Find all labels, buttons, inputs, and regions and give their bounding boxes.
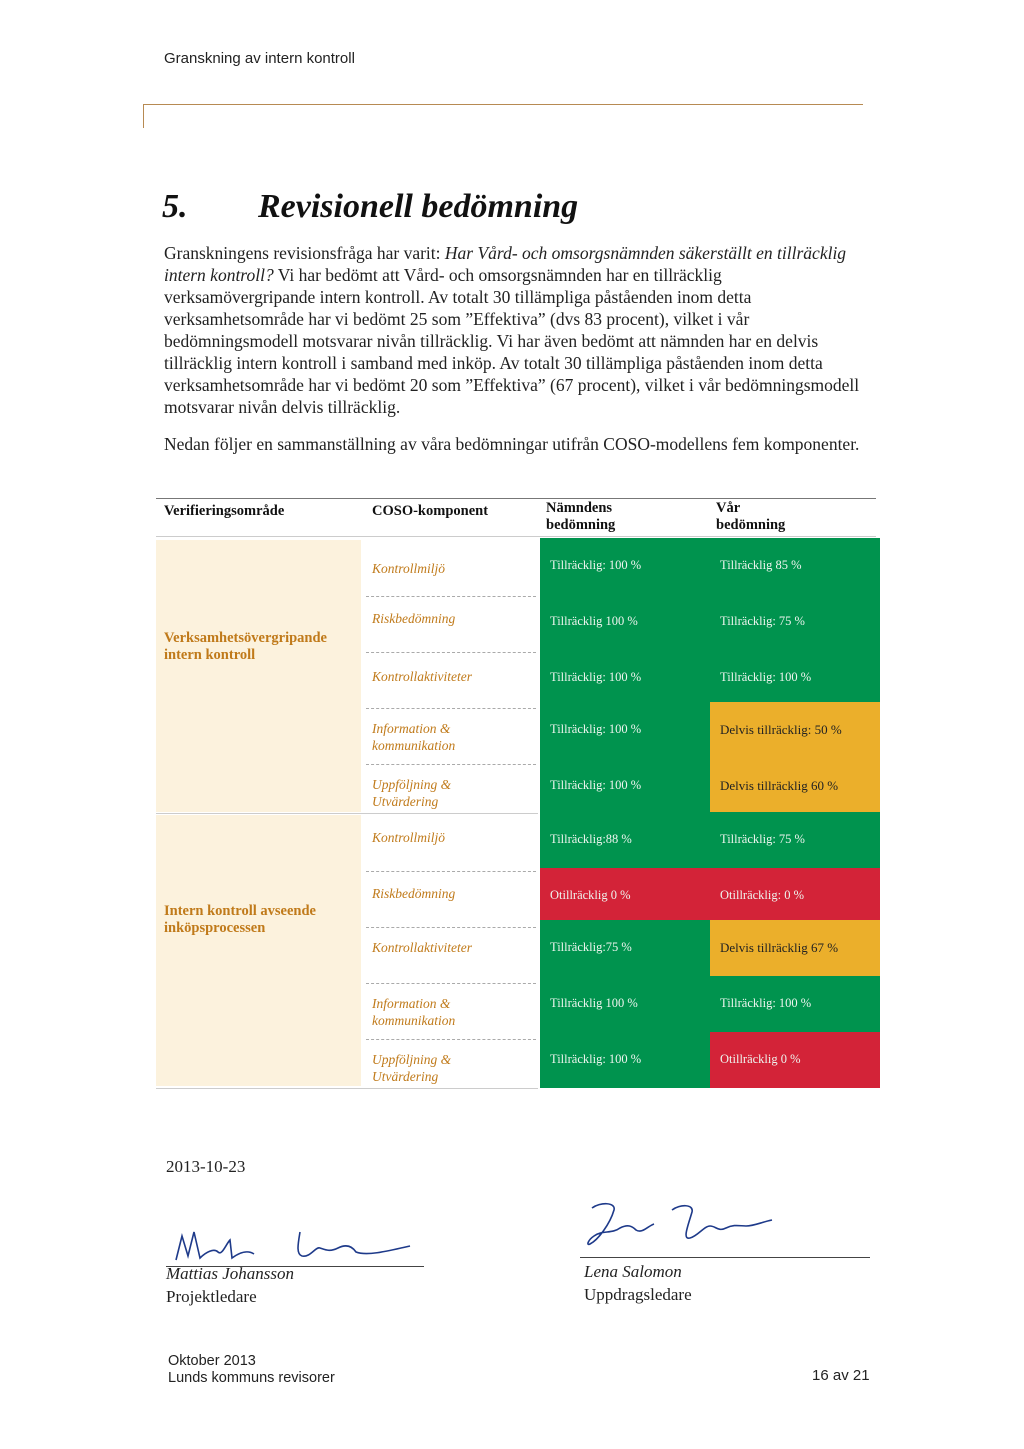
group-label-line1: Intern kontroll avseende: [164, 903, 316, 919]
coso-line1: Kontrollmiljö: [372, 830, 446, 845]
coso-label: [372, 885, 455, 902]
group-label-line2: intern kontroll: [164, 647, 256, 663]
coso-label: [372, 560, 445, 577]
audit-question: Har Vård- och omsorgsnämnden säkerställt en tillräcklig intern kontroll?: [164, 243, 847, 285]
our-assessment-cell: [710, 868, 880, 924]
coso-label: [372, 1051, 451, 1085]
table-top-rule: [156, 498, 876, 499]
board-assessment-cell: [540, 976, 710, 1032]
coso-cell: [366, 983, 536, 1040]
coso-label: [372, 995, 455, 1029]
coso-line2: Utvärdering: [372, 1069, 439, 1084]
paragraph-body: Vi har bedömt att Vård- och omsorgsnämnden har en tillräcklig verksamövergripande intern kontroll. Av totalt 30 tillämpliga påståenden inom detta verksamhetsområde har vi bedömt 25 som ”Effektiva” (dvs 83 procent), vilket i vår bedömningsmodell motsvarar nivån tillräcklig. Vi har även bedömt att nämnden har en delvis tillräcklig intern kontroll i samband med inköp. Av totalt 30 tillämpliga påståenden inom detta verksamhetsområde har vi bedömt 20 som ”Effektiva” (67 procent), vilket i vår bedömningsmodell motsvarar nivån delvis tillräcklig.: [164, 265, 860, 417]
coso-line1: Uppföljning &: [372, 1052, 452, 1067]
header-ours-line2: bedömning: [716, 517, 786, 533]
coso-cell: [366, 764, 536, 820]
board-assessment-text: Tillräcklig:88 %: [550, 832, 632, 846]
footer-organization: Lunds kommuns revisorer: [168, 1370, 335, 1386]
coso-line1: Kontrollaktiviteter: [372, 940, 472, 955]
header-rule-tick: [143, 104, 144, 128]
signature-lena-salomon: [580, 1196, 780, 1256]
our-assessment-cell: [710, 594, 880, 650]
coso-cell: [366, 815, 536, 872]
our-assessment-text: Tillräcklig: 75 %: [720, 614, 805, 628]
coso-line1: Uppföljning &: [372, 777, 452, 792]
page-number: 16 av 21: [812, 1367, 870, 1384]
group-label: [164, 903, 364, 937]
our-assessment-cell: [710, 538, 880, 594]
board-assessment-cell: [540, 594, 710, 650]
coso-line1: Riskbedömning: [372, 886, 456, 901]
header-board-line1: Nämndens: [546, 500, 613, 516]
board-assessment-cell: [540, 538, 710, 594]
signatory-name: Lena Salomon: [584, 1262, 682, 1281]
board-assessment-cell: [540, 650, 710, 706]
signature-mattias-johansson: [170, 1222, 440, 1270]
board-assessment-text: Otillräcklig 0 %: [550, 888, 631, 902]
board-assessment-text: Tillräcklig: 100 %: [550, 670, 642, 684]
our-assessment-cell: [710, 650, 880, 706]
coso-label: [372, 829, 445, 846]
our-assessment-text: Tillräcklig: 75 %: [720, 832, 805, 846]
coso-label: [372, 939, 472, 956]
coso-label: [372, 610, 455, 627]
our-assessment-text: Tillräcklig: 100 %: [720, 670, 812, 684]
coso-line2: kommunikation: [372, 738, 456, 753]
table-header-rule: [156, 536, 876, 537]
coso-cell: [366, 1039, 536, 1095]
coso-label: [372, 720, 455, 754]
header-ours-line1: Vår: [716, 500, 741, 516]
board-assessment-text: Tillräcklig 100 %: [550, 996, 638, 1010]
our-assessment-cell: [710, 812, 880, 868]
running-header: Granskning av intern kontroll: [164, 50, 355, 67]
coso-label: [372, 776, 451, 810]
board-assessment-text: Tillräcklig 100 %: [550, 614, 638, 628]
group-area-cell: [156, 815, 361, 1086]
our-assessment-text: Delvis tillräcklig 67 %: [720, 940, 839, 955]
signatory-role: Uppdragsledare: [584, 1285, 692, 1304]
board-assessment-cell: [540, 920, 710, 976]
our-assessment-cell: [710, 920, 880, 976]
board-assessment-cell: [540, 702, 710, 758]
board-assessment-text: Tillräcklig:75 %: [550, 940, 632, 954]
coso-cell: [366, 540, 536, 597]
our-assessment-cell: [710, 702, 880, 758]
coso-cell: [366, 708, 536, 765]
board-assessment-cell: [540, 758, 710, 814]
coso-line1: Information &: [372, 996, 451, 1011]
section-number: 5.: [162, 188, 188, 225]
header-board-assessment: [546, 500, 686, 534]
header-coso-component: COSO-komponent: [372, 503, 489, 519]
coso-line1: Kontrollaktiviteter: [372, 669, 472, 684]
section-title: Revisionell bedömning: [258, 188, 579, 225]
group-label-line2: inköpsprocessen: [164, 920, 266, 936]
our-assessment-text: Otillräcklig: 0 %: [720, 888, 805, 902]
coso-cell: [366, 596, 536, 653]
our-assessment-text: Tillräcklig 85 %: [720, 558, 802, 572]
group-label: [164, 630, 364, 664]
our-assessment-cell: [710, 1032, 880, 1088]
header-rule: [143, 104, 863, 105]
group-label-line1: Verksamhetsövergripande: [164, 630, 327, 646]
coso-cell: [366, 652, 536, 709]
paragraph-intro: Granskningens revisionsfråga har varit:: [164, 243, 445, 263]
board-assessment-text: Tillräcklig: 100 %: [550, 1052, 642, 1066]
signatory-name: Mattias Johansson: [166, 1264, 294, 1283]
signatory-role: Projektledare: [166, 1287, 257, 1306]
coso-line2: kommunikation: [372, 1013, 456, 1028]
board-assessment-text: Tillräcklig: 100 %: [550, 558, 642, 572]
footer-date: Oktober 2013: [168, 1353, 256, 1369]
our-assessment-text: Otillräcklig 0 %: [720, 1052, 801, 1066]
board-assessment-cell: [540, 868, 710, 924]
coso-line2: Utvärdering: [372, 794, 439, 809]
coso-line1: Riskbedömning: [372, 611, 456, 626]
our-assessment-text: Tillräcklig: 100 %: [720, 996, 812, 1010]
board-assessment-cell: [540, 812, 710, 868]
section-heading: [162, 188, 578, 226]
coso-label: [372, 668, 472, 685]
board-assessment-text: Tillräcklig: 100 %: [550, 778, 642, 792]
our-assessment-cell: [710, 758, 880, 814]
summary-intro-paragraph: Nedan följer en sammanställning av våra bedömningar utifrån COSO-modellens fem komponenter.: [164, 434, 860, 454]
assessment-paragraph: [164, 242, 864, 418]
our-assessment-text: Delvis tillräcklig 60 %: [720, 778, 839, 793]
signoff-date: 2013-10-23: [166, 1157, 246, 1176]
board-assessment-cell: [540, 1032, 710, 1088]
group-area-cell: [156, 540, 361, 812]
our-assessment-cell: [710, 976, 880, 1032]
board-assessment-text: Tillräcklig: 100 %: [550, 722, 642, 736]
coso-cell: [366, 871, 536, 928]
header-board-line2: bedömning: [546, 517, 616, 533]
our-assessment-text: Delvis tillräcklig: 50 %: [720, 722, 842, 737]
coso-line1: Kontrollmiljö: [372, 561, 446, 576]
header-our-assessment: [716, 500, 856, 534]
signature-line: [580, 1257, 870, 1258]
header-verification-area: Verifieringsområde: [164, 503, 285, 519]
coso-cell: [366, 927, 536, 984]
coso-line1: Information &: [372, 721, 451, 736]
